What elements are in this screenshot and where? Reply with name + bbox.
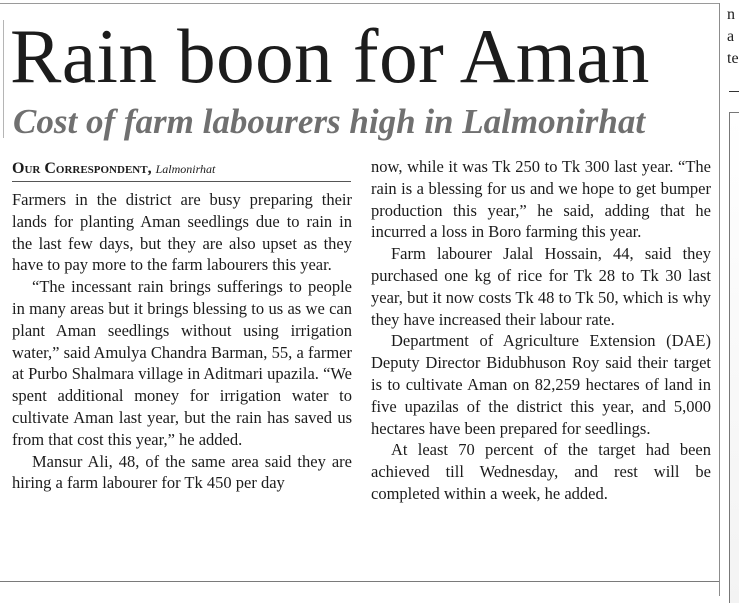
headline: Rain boon for Aman [10,13,650,99]
adjacent-rule [729,91,739,92]
adjacent-image-edge [729,112,739,603]
fragment-line: n [727,6,735,23]
adjacent-article-fragment [727,4,739,70]
paragraph: Farm labourer Jalal Hossain, 44, said they purchased one kg of rice for Tk 28 to Tk 30 last year, but it now costs Tk 48 to Tk 50, which is why they have increased their labour rate. [371,244,711,329]
fragment-line: te [727,50,739,67]
byline-author: Our Correspondent, [12,160,152,177]
frame-bottom-rule [0,581,719,582]
byline [12,160,352,179]
frame-right-rule [719,3,720,596]
paragraph: Farmers in the district are busy preparing their lands for planting Aman seedlings due to rain in the last few days, but they are also upset as they have to pay more to the farm labourers this year. [12,190,352,275]
paragraph: At least 70 percent of the target had been achieved till Wednesday, and rest will be completed within a week, he added. [371,440,711,503]
byline-location: Lalmonirhat [155,162,216,176]
paragraph: Department of Agriculture Extension (DAE) Deputy Director Bidubhuson Roy said their target is to cultivate Aman on 82,259 hectares of land in five upazilas of the district this year, and 5,000 hectares have been prepared for seedlings. [371,331,711,438]
subheadline: Cost of farm labourers high in Lalmonirhat [13,102,646,141]
frame-left-rule [3,20,4,138]
article-column-2 [371,156,711,505]
byline-rule [12,181,351,182]
paragraph: “The incessant rain brings sufferings to people in many areas but it brings blessing to us as we can plant Aman seedlings without using irrigation water,” said Amulya Chandra Barman, 55, a farmer at Purbo Shalmara village in Aditmari upazila. “We spent additional money for irrigation water to cultivate Aman last year, but the rain has saved us from that cost this year,” he added. [12,277,352,449]
fragment-line: a [727,28,735,45]
paragraph: now, while it was Tk 250 to Tk 300 last year. “The rain is a blessing for us and we hope to get bumper production this year,” he said, adding that he incurred a loss in Boro farming this year. [371,157,711,242]
frame-top-rule [0,3,719,4]
paragraph: Mansur Ali, 48, of the same area said they are hiring a farm labourer for Tk 450 per day [12,451,352,493]
article-column-1 [12,189,352,494]
